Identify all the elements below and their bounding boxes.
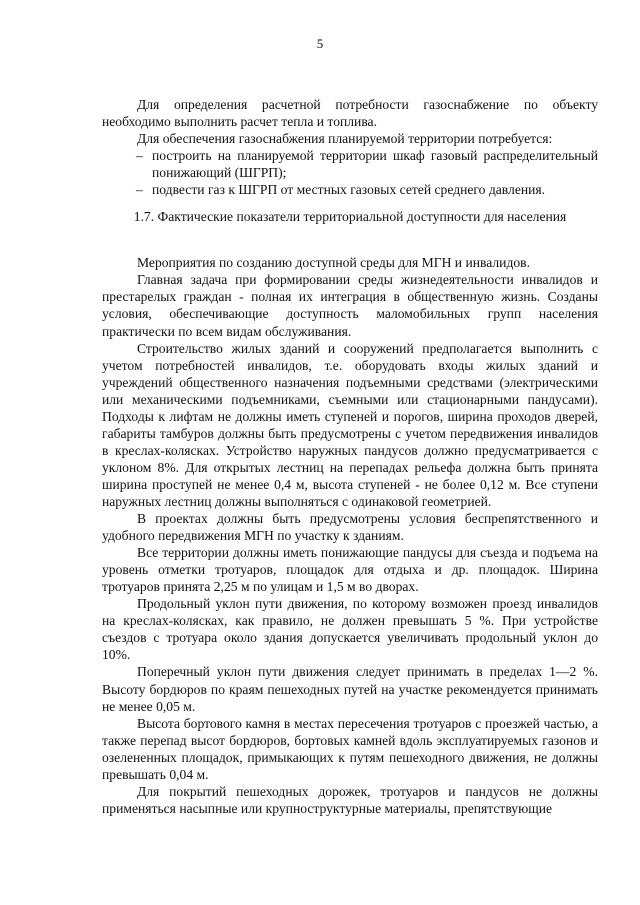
page-number: 5 xyxy=(316,36,324,51)
list-item: – подвести газ к ШГРП от местных газовых сетей среднего давления. xyxy=(136,181,598,198)
list-item: – построить на планируемой территории шкаф газовый распределительный понижающий (ШГРП); xyxy=(136,147,598,181)
body-text xyxy=(102,96,598,817)
paragraph: Мероприятия по созданию доступной среды для МГН и инвалидов. xyxy=(137,255,530,271)
bullet-list xyxy=(102,147,598,198)
paragraph: Для покрытий пешеходных дорожек, тротуаров и пандусов не должны применяться насыпные или крупноструктурные материалы, препятствующие xyxy=(102,783,598,816)
paragraph: В проектах должны быть предусмотрены условия беспрепятственного и удобного передвижения МГН по участку к зданиям. xyxy=(102,511,598,544)
paragraph: Строительство жилых зданий и сооружений предполагается выполнить с учетом потребностей инвалидов, т.е. оборудовать входы жилых зданий и учреждений общественного назначения подъемными средствами (электрическими или механическими подъемниками, съемными или стационарными пандусами). Подходы к лифтам не должны иметь ступеней и порогов, ширина проходов дверей, габариты тамбуров должны быть предусмотрены с учетом передвижения инвалидов в креслах-колясках. Устройство наружных пандусов должно предусматривается с уклоном 8%. Для открытых лестниц на перепадах рельефа должна быть принята ширина проступей не менее 0,4 м, высота ступеней - не более 0,12 м. Все ступени наружных лестниц должны выполняться с одинаковой геометрией. xyxy=(102,340,598,509)
section-heading: 1.7. Фактические показатели территориальной доступности для населения xyxy=(133,209,567,225)
paragraph: Для обеспечения газоснабжения планируемой территории потребуется: xyxy=(137,131,553,147)
paragraph: Все территории должны иметь понижающие пандусы для съезда и подъема на уровень отметки тротуаров, площадок для отдыха и др. площадок. Ширина тротуаров принята 2,25 м по улицам и 1,5 м во дворах. xyxy=(102,545,598,595)
paragraph: Главная задача при формировании среды жизнедеятельности инвалидов и престарелых граждан - полная их интеграция в общественную жизнь. Созданы условия, обеспечивающие доступность маломобильных групп населения практически по всем видам обслуживания. xyxy=(102,272,598,339)
paragraph: Продольный уклон пути движения, по которому возможен проезд инвалидов на креслах-колясках, как правило, не должен превышать 5 %. При устройстве съездов с тротуара около здания допускается увеличивать продольный уклон до 10%. xyxy=(102,596,598,663)
paragraph: Для определения расчетной потребности газоснабжение по объекту необходимо выполнить расчет тепла и топлива. xyxy=(102,97,598,130)
paragraph: Высота бортового камня в местах пересечения тротуаров с проезжей частью, а также перепад высот бордюров, бортовых камней вдоль эксплуатируемых газонов и озелененных площадок, примыкающих к путям пешеходного движения, не должны превышать 0,04 м. xyxy=(102,715,598,782)
paragraph: Поперечный уклон пути движения следует принимать в пределах 1—2 %. Высоту бордюров по краям пешеходных путей на участке рекомендуется принимать не менее 0,05 м. xyxy=(102,664,598,714)
